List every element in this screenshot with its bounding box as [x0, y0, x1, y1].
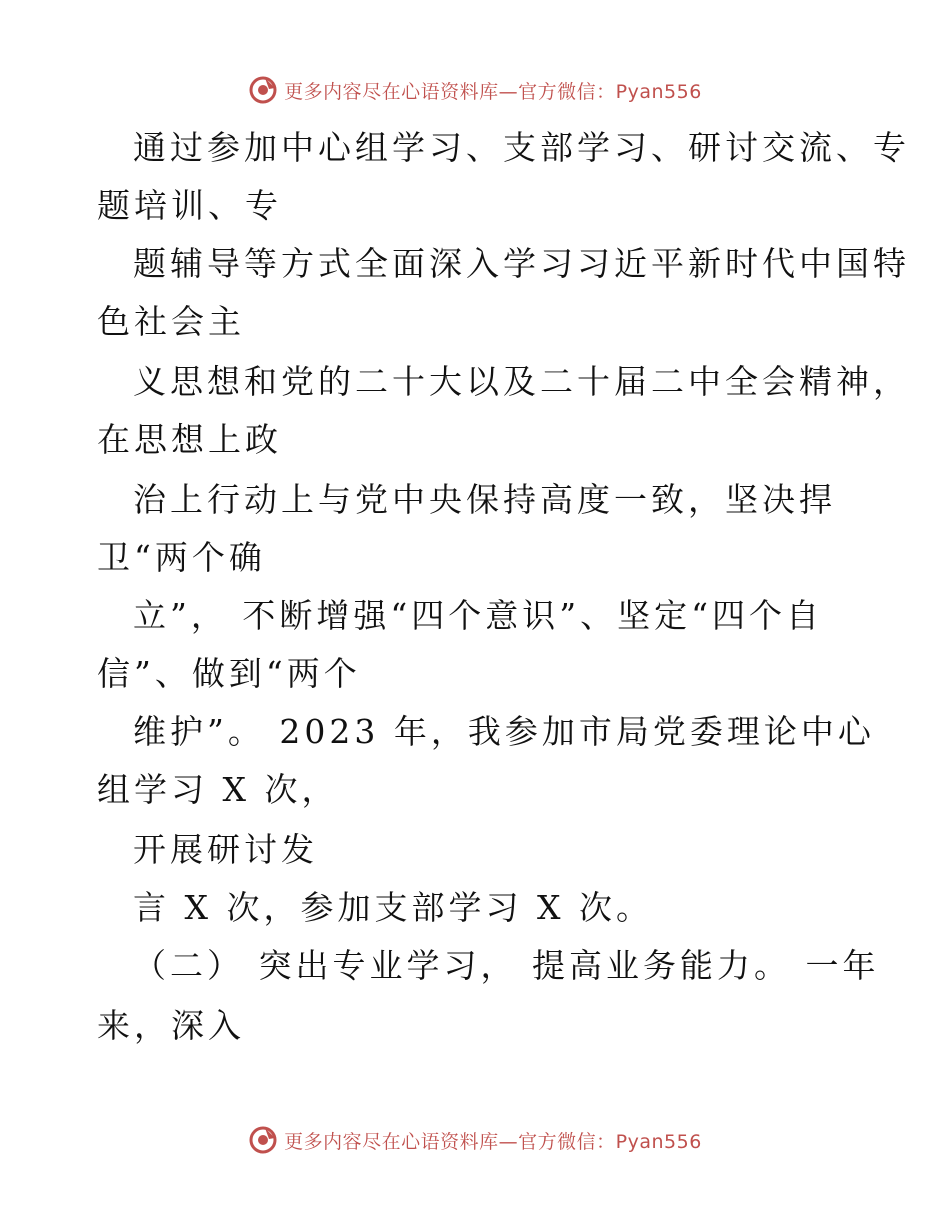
- body-line: 题培训、专: [97, 186, 282, 225]
- body-line: 治上行动上与党中央保持高度一致，坚决捍: [133, 480, 836, 519]
- watermark-text: 更多内容尽在心语资料库—官方微信：Pyan556: [284, 80, 702, 103]
- body-line: 组学习 X 次，: [97, 770, 339, 809]
- watermark-text: 更多内容尽在心语资料库—官方微信：Pyan556: [284, 1130, 702, 1153]
- body-line: 色社会主: [97, 302, 245, 341]
- body-line: （二） 突出专业学习， 提高业务能力。 一年: [133, 946, 880, 985]
- body-line: 信”、做到“两个: [97, 654, 361, 693]
- body-line: 通过参加中心组学习、支部学习、研讨交流、专: [133, 128, 910, 167]
- body-line: 在思想上政: [97, 420, 282, 459]
- body-line: 维护”。 2023 年，我参加市局党委理论中心: [133, 712, 875, 751]
- body-line: 题辅导等方式全面深入学习习近平新时代中国特: [133, 244, 910, 283]
- body-line: 来，深入: [97, 1006, 245, 1045]
- brand-logo-icon: [248, 1125, 278, 1155]
- body-line: 言 X 次，参加支部学习 X 次。: [133, 888, 653, 927]
- body-line: 开展研讨发: [133, 830, 318, 869]
- body-line: 卫“两个确: [97, 538, 266, 577]
- body-line: 立”， 不断增强“四个意识”、坚定“四个自: [133, 596, 823, 635]
- body-line: 义思想和党的二十大以及二十届二中全会精神，: [133, 362, 910, 401]
- footer-watermark: [0, 1120, 950, 1160]
